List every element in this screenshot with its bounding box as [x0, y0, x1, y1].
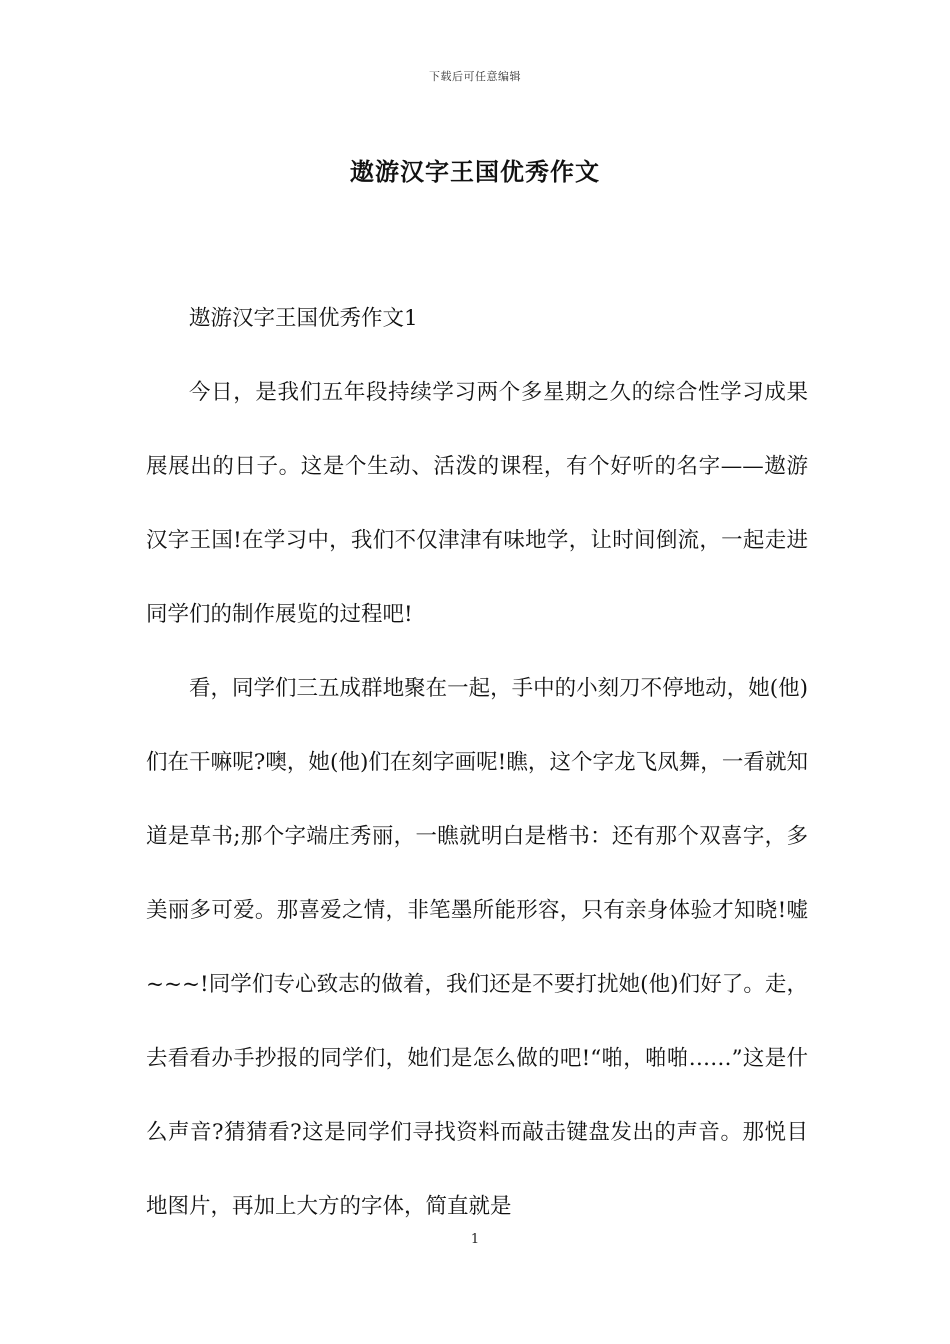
section-heading: 遨游汉字王国优秀作文1 — [189, 306, 418, 331]
document-body — [146, 282, 808, 1244]
page-number: 1 — [470, 1232, 480, 1247]
paragraph-1: 今日，是我们五年段持续学习两个多星期之久的综合性学习成果展展出的日子。这是个生动、活泼的课程，有个好听的名字——遨游汉字王国!在学习中，我们不仅津津有味地学，让时间倒流，一起走进同学们的制作展览的过程吧! — [146, 380, 808, 627]
document-title: 遨游汉字王国优秀作文 — [350, 157, 600, 186]
paragraph-2: 看，同学们三五成群地聚在一起，手中的小刻刀不停地动，她(他)们在干嘛呢?噢，她(他)们在刻字画呢!瞧，这个字龙飞凤舞，一看就知道是草书;那个字端庄秀丽，一瞧就明白是楷书：还有那个双喜字，多美丽多可爱。那喜爱之情，非笔墨所能形容，只有亲身体验才知晓!嘘~~~!同学们专心致志的做着，我们还是不要打扰她(他)们好了。走，去看看办手抄报的同学们，她们是怎么做的吧!“啪，啪啪……”这是什么声音?猜猜看?这是同学们寻找资料而敲击键盘发出的声音。那悦目地图片，再加上大方的字体，简直就是 — [146, 676, 808, 1219]
header-note: 下载后可任意编辑 — [429, 70, 521, 83]
